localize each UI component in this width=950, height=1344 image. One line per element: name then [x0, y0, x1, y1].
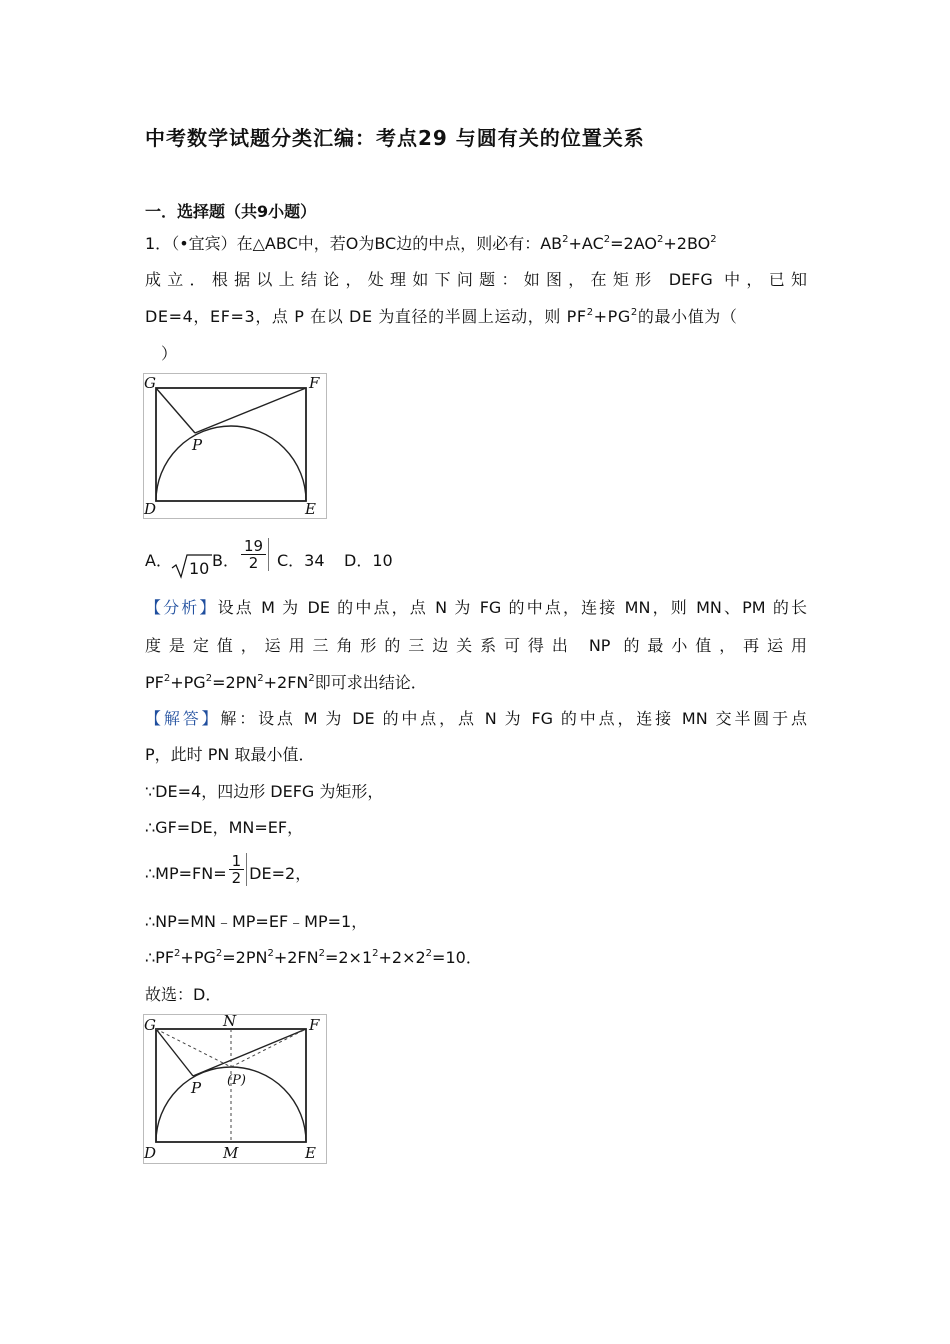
label-d: D — [144, 1144, 157, 1162]
superscript: 2 — [267, 948, 274, 959]
superscript: 2 — [656, 234, 664, 245]
formula-text: +AC — [568, 234, 604, 253]
formula-text: =2AO — [610, 234, 657, 253]
question-line-3 — [145, 305, 807, 329]
superscript: 2 — [308, 673, 315, 684]
formula-text: =2PN — [212, 673, 258, 692]
analysis-tag: 【分析】 — [145, 598, 218, 617]
superscript: 2 — [603, 234, 611, 245]
label-d: D — [144, 500, 157, 518]
question-source: （•宜宾）在△ABC中，若O为BC边的中点，则必有： — [171, 234, 541, 253]
label-n: N — [223, 1014, 237, 1030]
page-title: 中考数学试题分类汇编：考点29 与圆有关的位置关系 — [145, 126, 645, 150]
fraction-denominator: 2 — [231, 869, 242, 887]
section-heading: 一．选择题（共9小题） — [145, 202, 317, 221]
question-text: +PG — [593, 307, 631, 326]
analysis-line-2: 度是定值，运用三角形的三边关系可得出 NP 的最小值，再运用 — [145, 636, 807, 655]
formula-text: +2BO — [663, 234, 711, 253]
label-e: E — [305, 1144, 316, 1162]
superscript: 2 — [586, 307, 594, 318]
fraction-numerator: 1 — [229, 853, 245, 870]
segment-pg — [156, 388, 195, 433]
solution-step-1: ∵DE=4，四边形 DEFG 为矩形， — [145, 782, 384, 801]
formula-text: +PG — [180, 948, 216, 967]
solution-step-4: ∴NP=MN﹣MP=EF﹣MP=1， — [145, 912, 368, 931]
analysis-text: 设点 M 为 DE 的中点，点 N 为 FG 的中点，连接 MN，则 MN、PM 的长 — [217, 598, 807, 617]
superscript: 2 — [372, 948, 379, 959]
option-a-label: A． — [145, 551, 172, 570]
formula-text: +PG — [170, 673, 206, 692]
label-g: G — [144, 1016, 156, 1034]
solution-step-3 — [145, 852, 807, 887]
label-f: F — [309, 1016, 320, 1034]
superscript: 2 — [257, 673, 264, 684]
figure-rectangle-semicircle — [143, 373, 327, 519]
superscript: 2 — [215, 948, 223, 959]
superscript: 2 — [318, 948, 325, 959]
formula-text: AB — [540, 234, 563, 253]
formula-text: =2×1 — [324, 948, 373, 967]
rectangle-defg — [156, 388, 306, 501]
label-p: P — [192, 436, 203, 454]
formula-text: ∴MP=FN= — [145, 864, 227, 883]
question-line-4: ） — [145, 344, 178, 363]
label-f: F — [309, 374, 320, 392]
fraction-1-2 — [229, 853, 248, 886]
label-p-prime: (P) — [227, 1073, 246, 1088]
solution-step-5 — [145, 946, 807, 970]
superscript: 2 — [163, 673, 171, 684]
label-m: M — [223, 1144, 239, 1162]
formula-text: +2FN — [263, 673, 309, 692]
segment-pf — [195, 388, 306, 433]
question-text: 的最小值为（ — [637, 307, 738, 326]
superscript: 2 — [205, 673, 213, 684]
figure-border — [144, 374, 327, 519]
option-a — [145, 548, 172, 571]
semicircle-arc — [156, 426, 306, 501]
option-d: D．10 — [344, 551, 393, 570]
analysis-line-3 — [145, 671, 807, 695]
superscript: 2 — [710, 234, 717, 245]
question-line-1 — [145, 232, 807, 256]
superscript: 2 — [174, 948, 181, 959]
formula-text: ∴PF — [145, 948, 175, 967]
question-text: DE=4，EF=3，点 P 在以 DE 为直径的半圆上运动，则 PF — [145, 307, 587, 326]
option-b — [212, 537, 271, 572]
solution-answer: 故选：D． — [145, 985, 222, 1004]
label-e: E — [305, 500, 316, 518]
segment-pg — [156, 1029, 193, 1076]
fraction-numerator: 19 — [241, 538, 266, 555]
solution-text: 解：设点 M 为 DE 的中点，点 N 为 FG 的中点，连接 MN 交半圆于点 — [220, 709, 807, 728]
sqrt-symbol — [170, 553, 212, 579]
option-c: C．34 — [277, 551, 325, 570]
label-p: P — [191, 1079, 202, 1097]
formula-text: =10． — [432, 948, 482, 967]
segment-g-p2-dashed — [156, 1029, 231, 1067]
solution-line-2: P，此时 PN 取最小值． — [145, 745, 315, 764]
formula-text: =2PN — [222, 948, 268, 967]
fraction-denominator: 2 — [248, 554, 259, 572]
option-b-label: B． — [212, 551, 239, 570]
question-line-2: 成立．根据以上结论，处理如下问题：如图，在矩形 DEFG 中，已知 — [145, 270, 807, 289]
superscript: 2 — [425, 948, 433, 959]
formula-text: PF — [145, 673, 164, 692]
solution-tag: 【解答】 — [145, 709, 221, 728]
formula-text: +2×2 — [378, 948, 426, 967]
superscript: 2 — [630, 307, 638, 318]
formula-text: 即可求出结论． — [314, 673, 427, 692]
figure-solution — [143, 1014, 327, 1164]
sqrt-radicand: 10 — [189, 559, 210, 578]
fraction-19-2 — [241, 538, 269, 571]
question-number: 1． — [145, 234, 172, 253]
analysis-line-1 — [145, 596, 807, 620]
formula-text: DE=2， — [249, 864, 312, 883]
solution-step-2: ∴GF=DE，MN=EF， — [145, 818, 304, 837]
solution-line-1 — [145, 707, 807, 731]
segment-p2-f-dashed — [231, 1029, 306, 1067]
label-g: G — [144, 374, 156, 392]
formula-text: +2FN — [273, 948, 319, 967]
superscript: 2 — [562, 234, 569, 245]
